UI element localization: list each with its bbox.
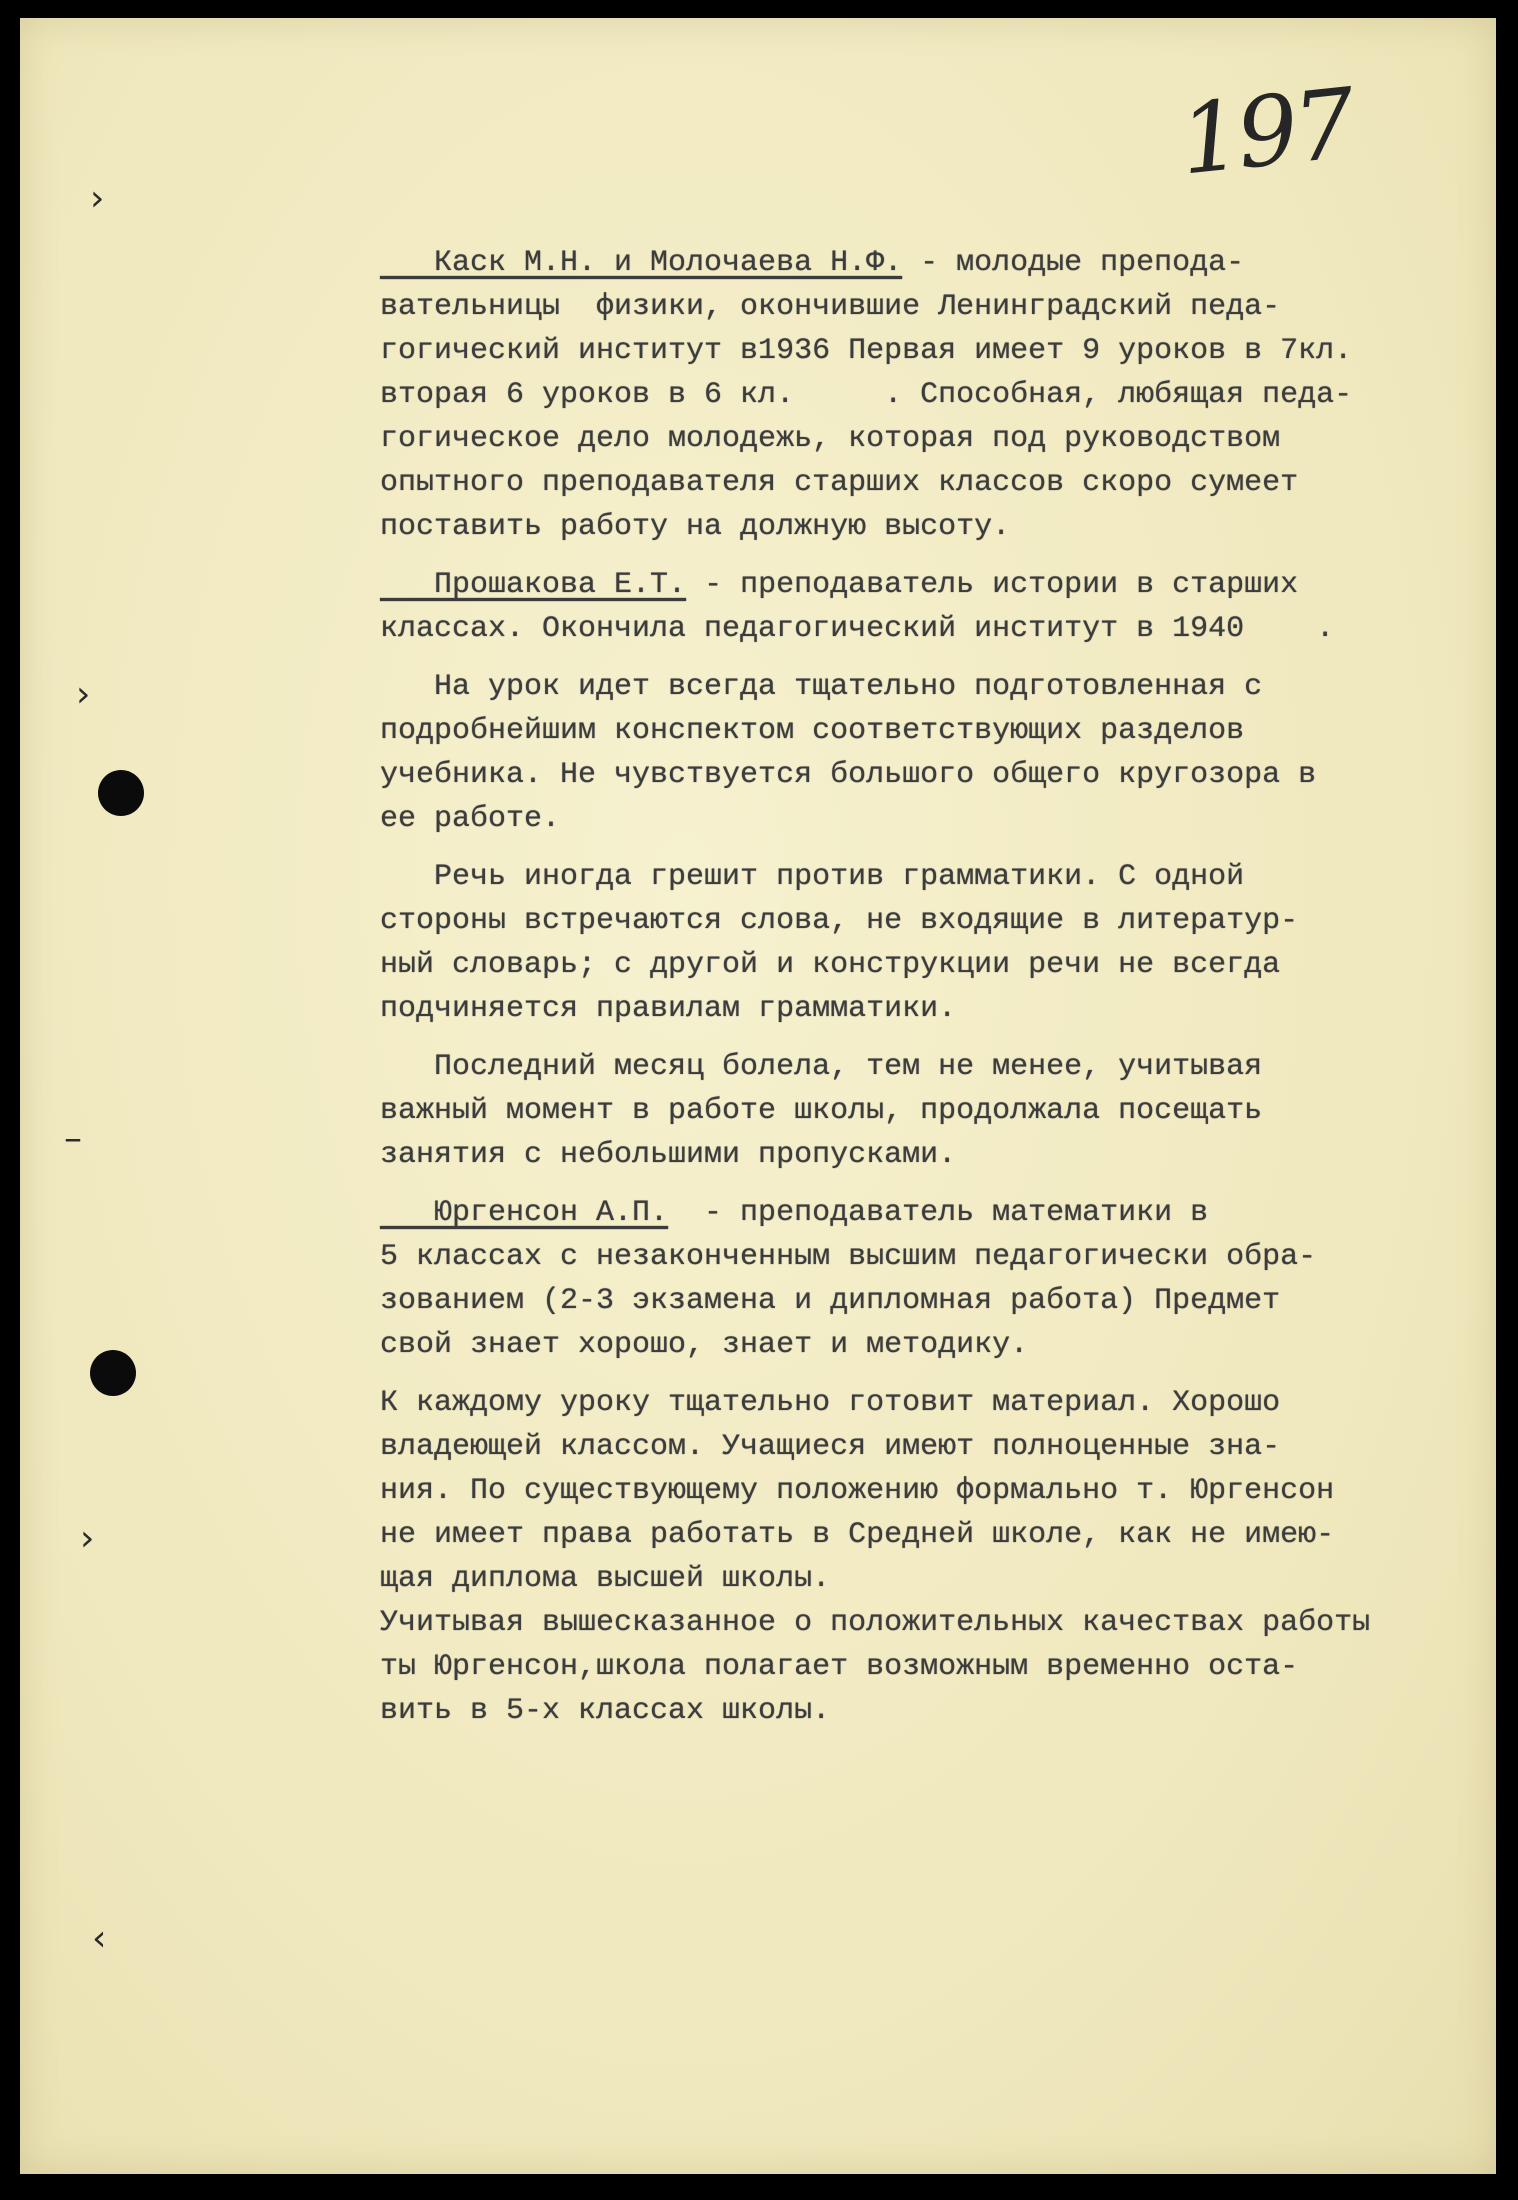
text-line (380, 860, 1470, 904)
text-line (380, 290, 1470, 334)
text-segment: свой знает хорошо, знает и методику. (380, 1328, 1029, 1362)
paragraph-gap (380, 846, 1470, 860)
text-line (380, 422, 1470, 466)
text-segment: учебника. Не чувствуется большого общего кругозора в (380, 758, 1317, 792)
text-segment: - преподаватель математики в (668, 1196, 1209, 1230)
text-segment: подчиняется правилам грамматики. (380, 992, 957, 1026)
text-line (380, 992, 1470, 1036)
text-segment: 5 классах с незаконченным высшим педагогически обра- (380, 1240, 1317, 1274)
text-line (380, 1138, 1470, 1182)
page-number: 197 (1174, 67, 1357, 197)
text-line (380, 1328, 1470, 1372)
text-segment: ния. По существующему положению формально т. Юргенсон (380, 1474, 1335, 1508)
text-line (380, 510, 1470, 554)
text-line (380, 612, 1470, 656)
text-line (380, 802, 1470, 846)
text-segment: ты Юргенсон,школа полагает возможным временно оста- (380, 1650, 1299, 1684)
text-line (380, 1518, 1470, 1562)
text-segment: вить в 5-х классах школы. (380, 1694, 831, 1728)
text-segment: щая диплома высшей школы. (380, 1562, 831, 1596)
margin-mark: › (90, 178, 105, 219)
text-segment: зованием (2-3 экзамена и дипломная работа) Предмет (380, 1284, 1281, 1318)
margin-mark: – (64, 1118, 82, 1159)
underlined-name: Юргенсон А.П. (380, 1196, 669, 1230)
text-line (380, 670, 1470, 714)
margin-mark: › (76, 674, 91, 715)
underlined-name: Каск М.Н. и Молочаева Н.Ф. (380, 246, 903, 280)
text-segment: вторая 6 уроков в 6 кл. . Способная, любящая педа- (380, 378, 1353, 412)
text-line (380, 1474, 1470, 1518)
text-segment: гогический институт в1936 Первая имеет 9 уроков в 7кл. (380, 334, 1353, 368)
text-segment: подробнейшим конспектом соответствующих разделов (380, 714, 1245, 748)
text-segment: - молодые препода- (902, 246, 1245, 280)
text-line (380, 1650, 1470, 1694)
text-line (380, 334, 1470, 378)
text-line (380, 1196, 1470, 1240)
text-segment: Последний месяц болела, тем не менее, учитывая (380, 1050, 1263, 1084)
text-segment: Речь иногда грешит против грамматики. С одной (380, 860, 1245, 894)
text-segment: Учитывая вышесказанное о положительных качествах работы (380, 1606, 1371, 1640)
typed-text-body (380, 246, 1470, 1738)
text-line (380, 568, 1470, 612)
text-line (380, 1050, 1470, 1094)
text-line (380, 378, 1470, 422)
text-segment: ный словарь; с другой и конструкции речи не всегда (380, 948, 1281, 982)
text-segment: гогическое дело молодежь, которая под руководством (380, 422, 1281, 456)
text-segment: поставить работу на должную высоту. (380, 510, 1011, 544)
text-segment: занятия с небольшими пропусками. (380, 1138, 957, 1172)
text-line (380, 1694, 1470, 1738)
text-line (380, 758, 1470, 802)
text-segment: не имеет права работать в Средней школе, как не имею- (380, 1518, 1335, 1552)
text-line (380, 466, 1470, 510)
text-line (380, 1606, 1470, 1650)
text-line (380, 714, 1470, 758)
margin-mark: › (80, 1518, 95, 1559)
text-line (380, 1284, 1470, 1328)
text-segment: опытного преподавателя старших классов скоро сумеет (380, 466, 1299, 500)
text-line (380, 246, 1470, 290)
paragraph-gap (380, 1372, 1470, 1386)
text-segment: владеющей классом. Учащиеся имеют полноценные зна- (380, 1430, 1281, 1464)
underlined-name: Прошакова Е.Т. (380, 568, 687, 602)
text-segment: ее работе. (380, 802, 561, 836)
margin-mark: ‹ (92, 1918, 107, 1959)
text-line (380, 1386, 1470, 1430)
text-line (380, 1430, 1470, 1474)
paragraph-gap (380, 554, 1470, 568)
text-segment: - преподаватель истории в старших (686, 568, 1299, 602)
text-line (380, 948, 1470, 992)
document-page (20, 18, 1496, 2174)
punch-hole (98, 770, 144, 816)
paragraph-gap (380, 1182, 1470, 1196)
text-segment: К каждому уроку тщательно готовит материал. Хорошо (380, 1386, 1281, 1420)
text-line (380, 1094, 1470, 1138)
text-segment: стороны встречаются слова, не входящие в литератур- (380, 904, 1299, 938)
text-segment: классах. Окончила педагогический институт в 1940 . (380, 612, 1335, 646)
text-line (380, 1240, 1470, 1284)
text-line (380, 1562, 1470, 1606)
paragraph-gap (380, 656, 1470, 670)
text-segment: вательницы физики, окончившие Ленинградский педа- (380, 290, 1281, 324)
text-line (380, 904, 1470, 948)
text-segment: На урок идет всегда тщательно подготовленная с (380, 670, 1263, 704)
paragraph-gap (380, 1036, 1470, 1050)
punch-hole (90, 1350, 136, 1396)
text-segment: важный момент в работе школы, продолжала посещать (380, 1094, 1263, 1128)
